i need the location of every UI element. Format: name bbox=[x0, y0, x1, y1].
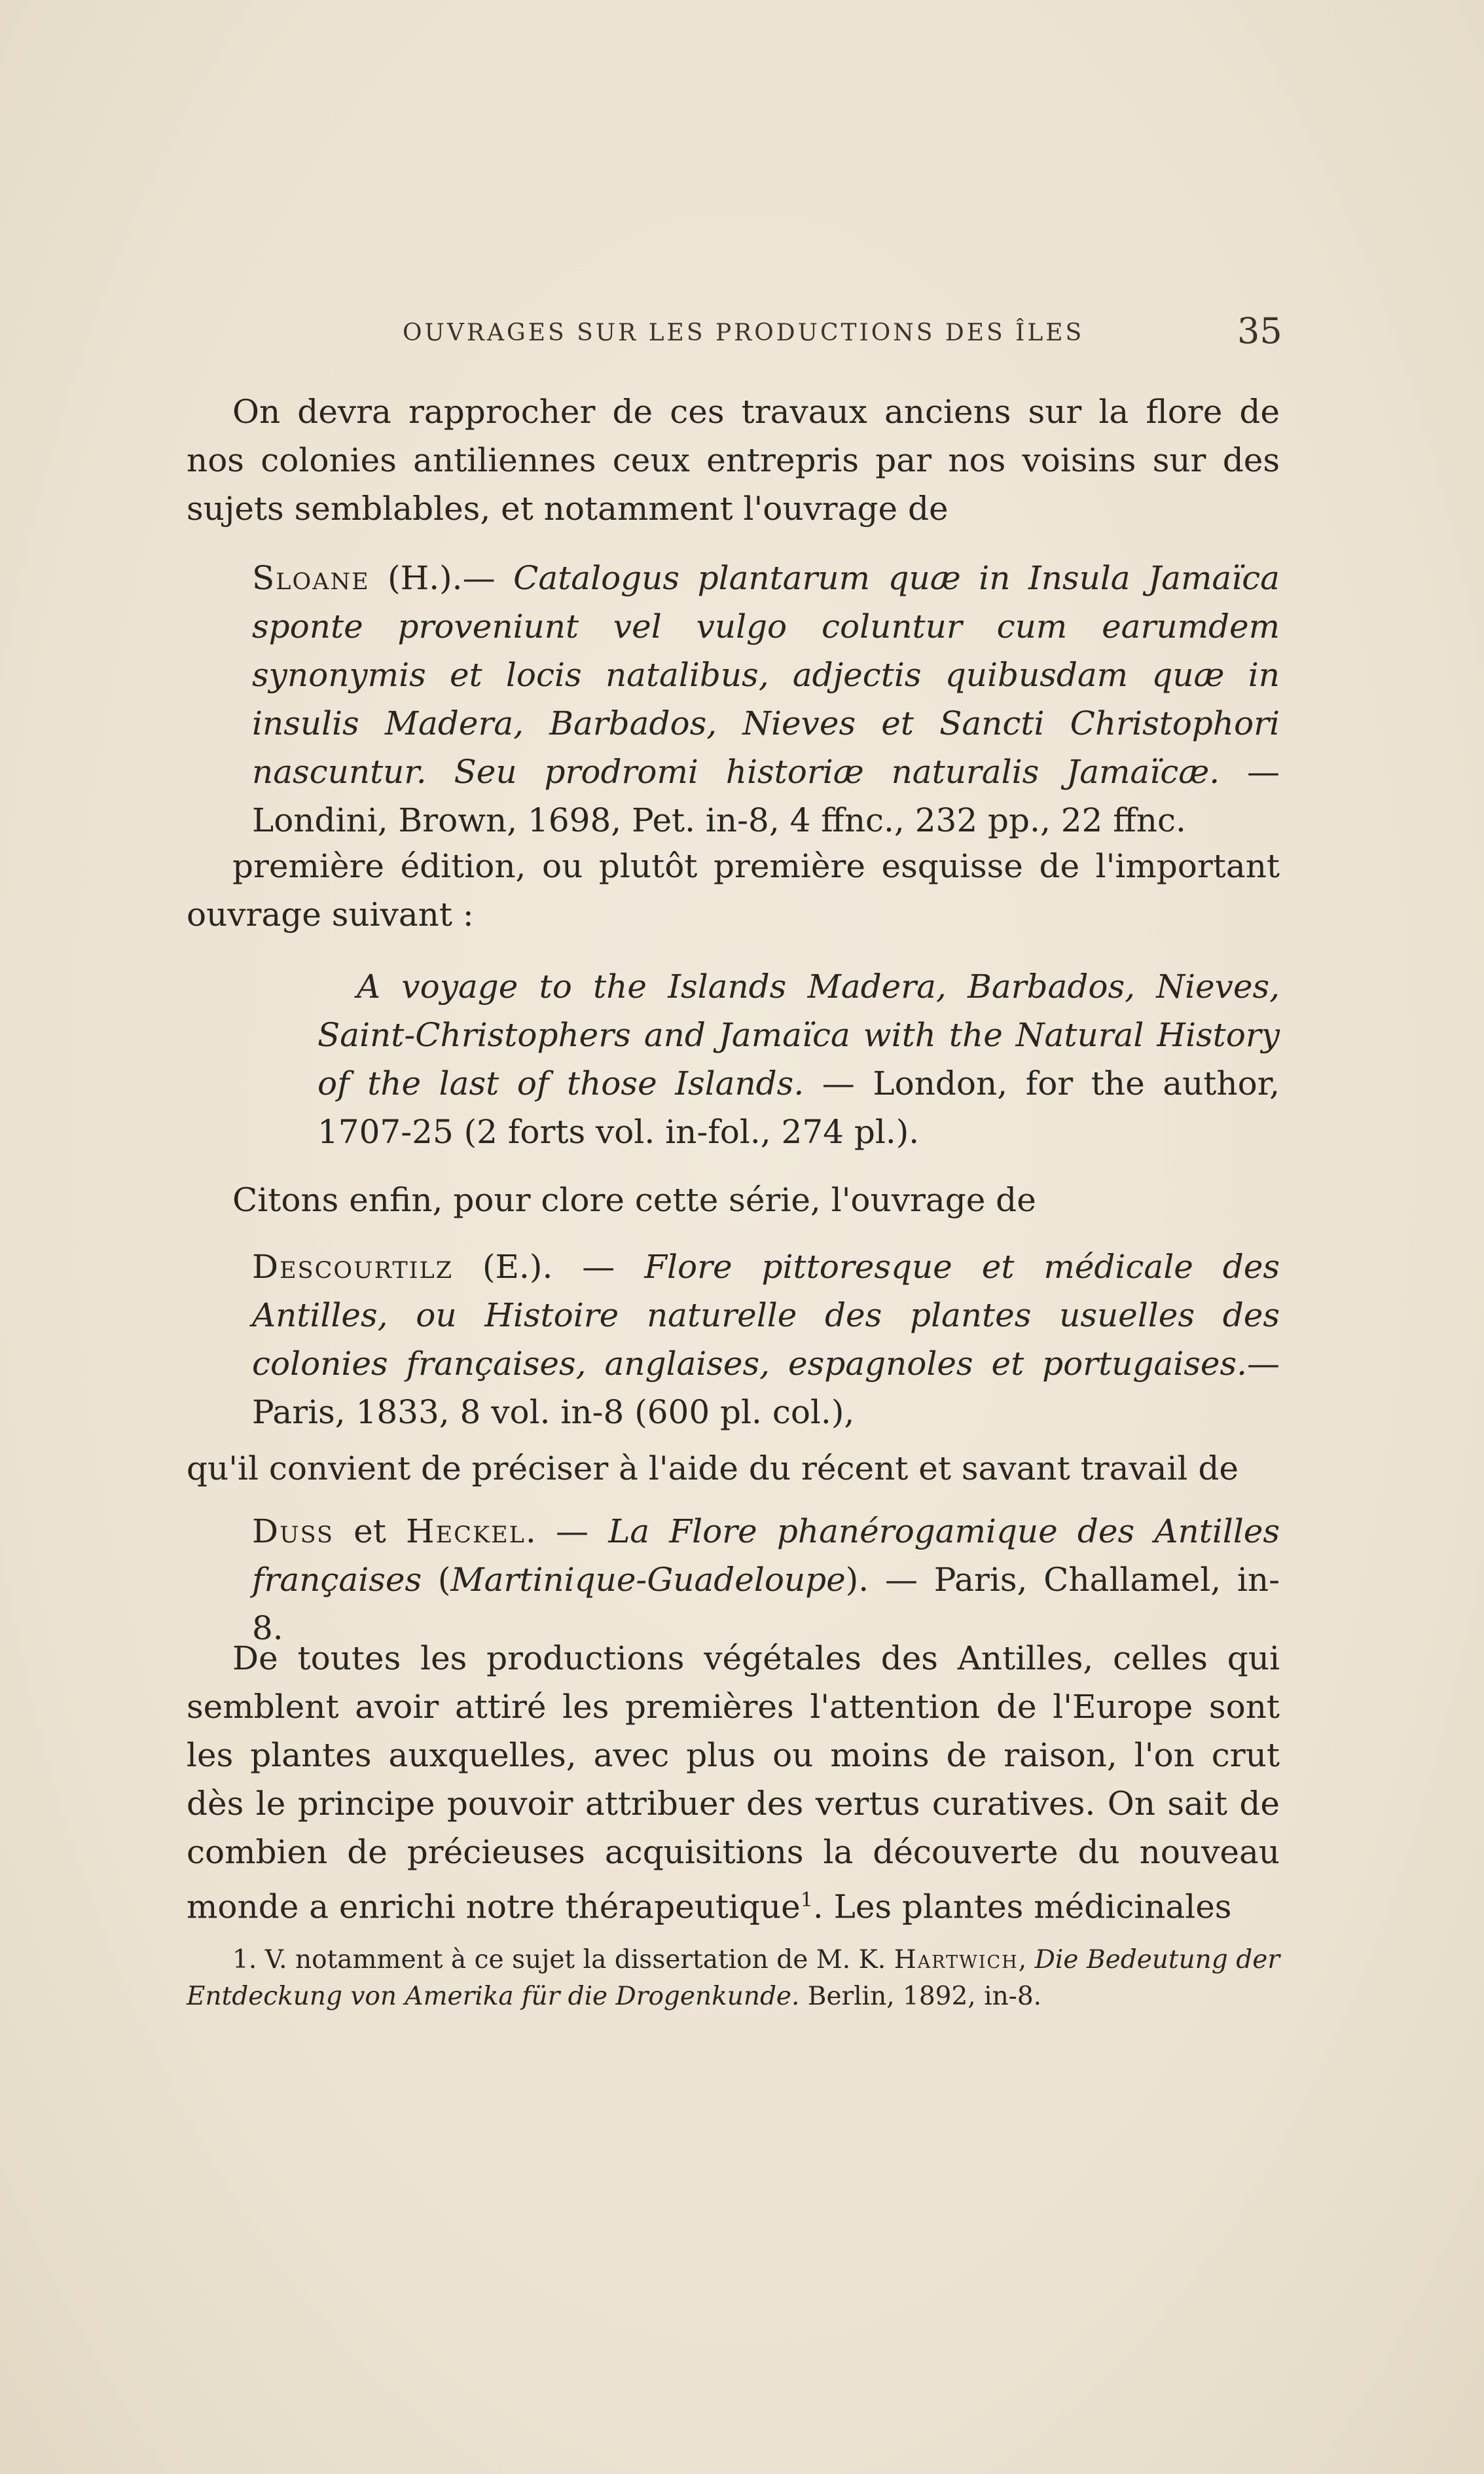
paragraph-intro: On devra rapprocher de ces travaux anciens sur la flore de nos colonies antiliennes ceux entrepris par nos voisins sur des sujets semblables, et notamment l'ouvrage de bbox=[187, 393, 1280, 528]
reference-author-heckel: Heckel bbox=[406, 1512, 526, 1550]
reference-title: La Flore phanérogamique des Antilles françaises bbox=[252, 1512, 1280, 1599]
reference-title: Flore pittoresque et médicale des Antilles, ou Histoire naturelle des plantes usuelles des colonies françaises, anglaises, espagnoles et portugaises. bbox=[252, 1248, 1280, 1383]
reference-initials: (E.). — bbox=[453, 1248, 645, 1286]
reference-duss-heckel bbox=[252, 1507, 1280, 1652]
reference-sloane bbox=[252, 554, 1280, 845]
reference-title: A voyage to the Islands Madera, Barbados, Nieves, Saint-Christophers and Jamaïca with the Natural History of the last of those Islands. bbox=[317, 968, 1280, 1102]
reference-conjunction: et bbox=[333, 1512, 407, 1550]
footnote-reference-mark: 1 bbox=[800, 1889, 813, 1912]
paragraph-productions bbox=[187, 1634, 1280, 1931]
paragraph-first-edition: première édition, ou plutôt première esquisse de l'important ouvrage suivant : bbox=[187, 847, 1280, 934]
reference-author-duss: Duss bbox=[252, 1512, 334, 1550]
footnote-separator: , bbox=[1018, 1945, 1035, 1974]
reference-publication: — Paris, 1833, 8 vol. in-8 (600 pl. col.), bbox=[252, 1345, 1280, 1431]
reference-paren: ( bbox=[422, 1561, 451, 1599]
reference-publication: — London, for the author, 1707-25 (2 forts vol. in-fol., 274 pl.). bbox=[317, 1064, 1280, 1151]
paragraph-preciser: qu'il convient de préciser à l'aide du récent et savant travail de bbox=[187, 1449, 1239, 1487]
footnote-title: Die Bedeutung der Entdeckung von Amerika für die Drogenkunde. bbox=[187, 1945, 1280, 2011]
reference-separator: . — bbox=[525, 1512, 609, 1550]
paragraph-text-end: . Les plantes médicinales bbox=[812, 1887, 1232, 1926]
footnote bbox=[187, 1942, 1280, 2015]
reference-paren: ). bbox=[845, 1561, 869, 1599]
reference-subtitle: Martinique-Guadeloupe bbox=[450, 1561, 846, 1599]
reference-author: Descourtilz bbox=[252, 1248, 454, 1286]
running-head: OUVRAGES SUR LES PRODUCTIONS DES ÎLES bbox=[403, 319, 1085, 346]
paragraph-citons: Citons enfin, pour clore cette série, l'ouvrage de bbox=[232, 1181, 1036, 1219]
paragraph-text: De toutes les productions végétales des Antilles, celles qui semblent avoir attiré les premières l'attention de l'Europe sont les plantes auxquelles, avec plus ou moins de raison, l'on crut dès le principe pouvoir attribuer des vertus curatives. On sait de combien de précieuses acquisitions la découverte du nouveau monde a enrichi notre thérapeutique bbox=[187, 1639, 1280, 1926]
reference-title: Catalogus plantarum quæ in Insula Jamaïca sponte proveniunt vel vulgo coluntur cum earumdem synonymis et locis natalibus, adjectis quibusdam quæ in insulis Madera, Barbados, Nieves et Sancti Christophori nascuntur. Seu prodromi historiæ naturalis Jamaïcæ. bbox=[252, 559, 1280, 791]
footnote-publication: Berlin, 1892, in-8. bbox=[799, 1982, 1042, 2011]
reference-publication: — Paris, Challamel, in-8. bbox=[252, 1561, 1280, 1647]
page-number: 35 bbox=[1237, 310, 1282, 352]
reference-publication: — Londini, Brown, 1698, Pet. in-8, 4 ffnc., 232 pp., 22 ffnc. bbox=[252, 753, 1280, 839]
reference-voyage bbox=[252, 962, 1280, 1156]
reference-author: Sloane bbox=[252, 559, 370, 597]
footnote-mark: 1 bbox=[232, 1945, 249, 1974]
reference-descourtilz bbox=[252, 1243, 1280, 1436]
footnote-author: Hartwich bbox=[894, 1945, 1019, 1974]
reference-initials: (H.).— bbox=[369, 559, 514, 597]
footnote-text: . V. notamment à ce sujet la dissertation de M. K. bbox=[248, 1945, 894, 1974]
